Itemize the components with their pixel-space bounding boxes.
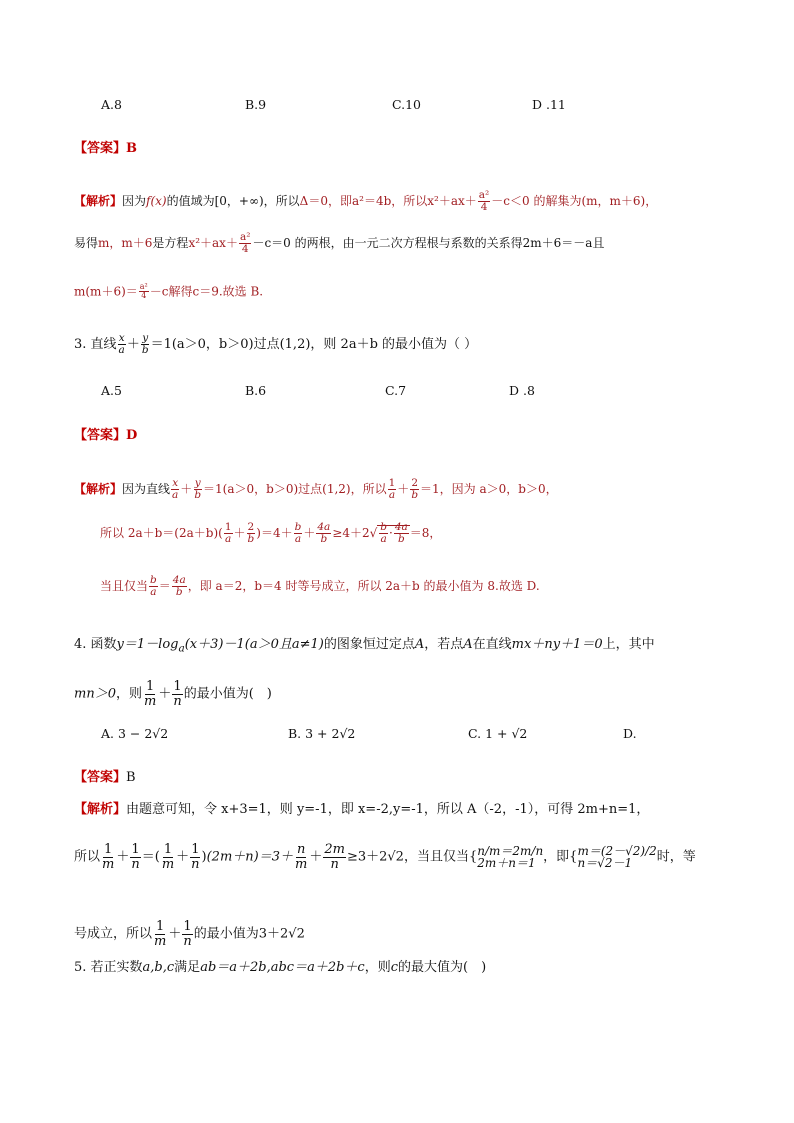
math: －c解得 [149, 284, 193, 299]
fraction [161, 843, 175, 871]
text: 5. 若正实数 [74, 960, 143, 975]
math: 所以 2a＋b＝(2a＋b) [100, 526, 219, 541]
answer-value: D [126, 428, 138, 443]
num: 1 [163, 842, 173, 857]
math: －c＜0 的解集为(m，m＋6)， [491, 194, 658, 209]
text: 号成立，所以 [74, 926, 153, 942]
fraction [153, 920, 167, 948]
option-c: C.10 [392, 97, 421, 112]
question-5-stem [74, 961, 486, 974]
num: 4a [394, 521, 408, 533]
fraction [172, 575, 187, 598]
den: b [175, 586, 183, 599]
fraction [388, 478, 397, 501]
text: 在直线 [472, 637, 512, 652]
text: ，若点 [424, 637, 464, 652]
num: 4a [172, 574, 186, 586]
analysis-line-1: 【解析】因为直线 $\frac{x}{a}$ ＋ $\frac{y}{b}$ ＝1(a＞0，b＞0)过点(1,2)，所以 $\frac{1}{a}$ ＋ $\frac{2}{b}$ ＝1，因为 a＞0，b＞0， [74, 477, 558, 502]
fraction [239, 232, 251, 255]
text: 时，等 [656, 849, 696, 865]
option-a: A.5 [101, 383, 122, 398]
den: 4 [480, 201, 488, 214]
answer-tag: 【答案】 [74, 141, 127, 156]
math: 3＋2√2 [258, 926, 305, 942]
fraction [149, 575, 158, 598]
num: 2 [247, 521, 255, 533]
fraction [410, 478, 419, 501]
math: mx＋ny＋1＝0 [511, 637, 603, 652]
math: x²＋ax＋ [188, 236, 238, 251]
den: a [294, 533, 302, 546]
option-b: B.6 [245, 383, 267, 398]
fraction [143, 680, 157, 708]
math: c [390, 960, 399, 975]
math: mn＞0 [74, 686, 116, 702]
text: 的图象恒过定点 [323, 637, 415, 652]
num: 1 [183, 919, 192, 934]
text: 的最小值为( ) [183, 686, 272, 702]
num: a² [478, 189, 490, 201]
fraction [139, 283, 149, 301]
fraction [172, 680, 182, 708]
text: 因为 [122, 194, 147, 209]
math: c＝9.故选 B. [192, 284, 264, 299]
option-c: C.7 [385, 383, 407, 398]
text: 满足 [174, 960, 201, 975]
question-3-stem: 3. 直线 $\frac{x}{a}$ ＋ $\frac{y}{b}$ ＝1(a＞0，b＞0)过点(1,2)，则 2a＋b 的最小值为（ ） [74, 332, 478, 357]
math: ≥3＋2√2 [346, 849, 404, 865]
analysis-line-2: 所以 2a＋b＝(2a＋b)( $\frac{1}{a}$ ＋ $\frac{2}{b}$ )＝4＋ $\frac{b}{a}$ ＋ $\frac{4a}{b}$ ≥4＋2√ $\frac{b}{a}$ · $\frac{4a}{b}$ ＝8， [100, 521, 442, 546]
fraction [247, 522, 256, 545]
math: ，即 a＝2，b＝4 时等号成立，所以 2a＋b 的最小值为 8.故选 D. [187, 579, 540, 594]
den: m [154, 933, 167, 949]
num: x [118, 332, 125, 344]
math: ＝1，因为 a＞0，b＞0， [420, 482, 558, 497]
math: m，m＋6 [98, 236, 153, 251]
num: x [172, 477, 179, 489]
text: 上，其中 [602, 637, 655, 652]
answer-line [74, 429, 137, 442]
num: b [150, 574, 157, 586]
math: A [414, 637, 425, 652]
den: n [330, 856, 339, 872]
math: a [178, 642, 185, 655]
text: 3. 直线 [74, 337, 117, 353]
math: f(x) [146, 194, 167, 209]
num: 1 [104, 842, 113, 857]
num: 1 [224, 521, 232, 533]
math: 当且仅当 [100, 579, 149, 594]
den: a [172, 489, 179, 502]
den: b [194, 489, 202, 502]
math: a,b,c [142, 960, 175, 975]
math: ab＝a＋2b,abc＝a＋2b＋c [200, 960, 365, 975]
answer-line [74, 771, 136, 784]
equation-system [477, 845, 543, 869]
fraction [478, 190, 490, 213]
analysis-tag: 【解析】 [74, 802, 127, 817]
text: 4. 函数 [74, 637, 117, 652]
math: m＝(2－√2)/2 [577, 844, 657, 859]
num: 1 [173, 679, 182, 694]
den: n [131, 856, 140, 872]
den: n [183, 933, 192, 949]
text: ，即{ [543, 849, 578, 865]
option-d: D .8 [509, 383, 535, 398]
text: ，当且仅当{ [403, 849, 478, 865]
math: 2m＋n＝1 [477, 856, 536, 871]
math: n/m＝2m/n [477, 844, 544, 859]
fraction [141, 333, 150, 356]
den: m [295, 856, 308, 872]
den: a [118, 344, 125, 357]
fraction [224, 522, 233, 545]
question-4-stem [74, 638, 655, 654]
fraction [190, 843, 200, 871]
text: 因为直线 [122, 482, 171, 497]
fraction [130, 843, 140, 871]
den: n [191, 856, 200, 872]
text: ，则 [364, 960, 391, 975]
math: ＝8， [409, 526, 442, 541]
math: a²＝4b，所以 [351, 194, 428, 209]
text: 是方程 [152, 236, 189, 251]
option-a: A. 3 − 2√2 [101, 726, 169, 741]
fraction [171, 478, 179, 501]
den: n [173, 693, 182, 709]
num: 1 [191, 842, 200, 857]
num: 2m [324, 842, 345, 857]
num: a² [139, 282, 148, 291]
num: 4a [317, 521, 331, 533]
fraction [394, 522, 409, 545]
math: ＝4＋ [260, 526, 293, 541]
math: (2m＋n)＝3＋ [206, 849, 293, 865]
den: a [225, 533, 232, 546]
den: m [144, 693, 157, 709]
question-4-stem-2: mn＞0，则 $\frac{1}{m}$ ＋ $\frac{1}{n}$ 的最小值为( ) [74, 679, 272, 709]
den: a [150, 586, 157, 599]
text: 的最大值为( ) [398, 960, 487, 975]
math: ≥4＋2 [332, 526, 370, 541]
num: 1 [131, 842, 140, 857]
num: 1 [388, 477, 396, 489]
den: b [320, 533, 328, 546]
num: a² [239, 231, 251, 243]
answer-tag: 【答案】 [74, 428, 127, 443]
den: b [247, 533, 255, 546]
equation-system [577, 845, 656, 869]
option-a: A.8 [101, 97, 122, 112]
text: 易得 [74, 236, 99, 251]
option-b: B. 3 + 2√2 [288, 726, 356, 741]
text: －c＝0 的两根，由一元二次方程根与系数的关系得2m＋6＝－a且 [252, 236, 605, 251]
den: m [161, 856, 175, 872]
math: A [463, 637, 473, 652]
math: (x＋3)－1(a＞0且a≠1) [184, 637, 324, 652]
fraction [193, 478, 202, 501]
math: ＝1(a＞0，b＞0)过点(1,2)，所以 [203, 482, 387, 497]
analysis-line-2 [74, 232, 604, 255]
fraction [294, 522, 303, 545]
text: 所以 [74, 849, 101, 865]
den: m [102, 856, 115, 872]
num: 2 [411, 477, 419, 489]
fraction [323, 843, 346, 871]
text: ，则 [115, 686, 142, 702]
option-d: D .11 [532, 97, 566, 112]
den: b [397, 533, 405, 546]
answer-line [74, 142, 137, 155]
fraction [101, 843, 115, 871]
option-d: D. [623, 726, 637, 741]
num: y [194, 477, 201, 489]
fraction [379, 522, 388, 545]
text: ＝1(a＞0，b＞0)过点(1,2)，则 2a＋b 的最小值为（ ） [150, 337, 478, 353]
answer-value: B [126, 770, 136, 785]
math: n＝√2－1 [577, 856, 633, 871]
math: x²＋ax＋ [427, 194, 477, 209]
fraction [316, 522, 331, 545]
num: b [294, 521, 302, 533]
analysis-line-2: 所以 $\frac{1}{m}$ ＋ $\frac{1}{n}$ ＝( $\frac{1}{m}$ ＋ $\frac{1}{n}$ )(2m＋n)＝3＋ $\frac{n}{m}$ ＋ $\frac{2m}{n}$ ≥3＋2√2，当且仅当{ n/m＝2m/n 2m＋n＝1 ，即{ m＝(2－√2)/2 n＝√2－1 时，等 [74, 842, 696, 872]
answer-value: B [126, 141, 138, 156]
num: b [380, 521, 387, 533]
num: n [296, 842, 306, 857]
analysis-line-3 [74, 283, 263, 301]
text: 的值域为[0，+∞)，所以 [166, 194, 300, 209]
den: b [411, 489, 419, 502]
sqrt: $\frac{b}{a}$ · $\frac{4a}{b}$ [377, 525, 410, 540]
analysis-tag: 【解析】 [74, 482, 123, 497]
text: 的最小值为 [193, 926, 259, 942]
num: 1 [146, 679, 155, 694]
math: Δ＝0，即 [299, 194, 352, 209]
fraction [294, 843, 308, 871]
math: y＝1－log [116, 637, 179, 652]
option-c: C. 1 + √2 [468, 726, 528, 741]
den: a [380, 533, 387, 546]
den: a [388, 489, 396, 502]
den: b [141, 344, 149, 357]
analysis-line-3: 当且仅当 $\frac{b}{a}$ ＝ $\frac{4a}{b}$ ，即 a＝2，b＝4 时等号成立，所以 2a＋b 的最小值为 8.故选 D. [100, 574, 540, 599]
analysis-line-3: 号成立，所以 $\frac{1}{m}$ ＋ $\frac{1}{n}$ 的最小值为3＋2√2 [74, 919, 305, 949]
analysis-line-1 [74, 190, 657, 213]
fraction [118, 333, 126, 356]
option-b: B.9 [245, 97, 267, 112]
answer-tag: 【答案】 [74, 770, 127, 785]
den: 4 [241, 243, 249, 256]
den: 4 [141, 291, 147, 301]
math: m(m＋6)＝ [74, 284, 138, 299]
analysis-tag: 【解析】 [74, 194, 123, 209]
num: y [142, 332, 149, 344]
num: 1 [156, 919, 165, 934]
text: 由题意可知，令 x+3=1，则 y=-1，即 x=-2,y=-1，所以 A（-2，-1），可得 2m+n=1， [126, 802, 650, 817]
analysis-line-1 [74, 803, 649, 816]
fraction [182, 920, 192, 948]
